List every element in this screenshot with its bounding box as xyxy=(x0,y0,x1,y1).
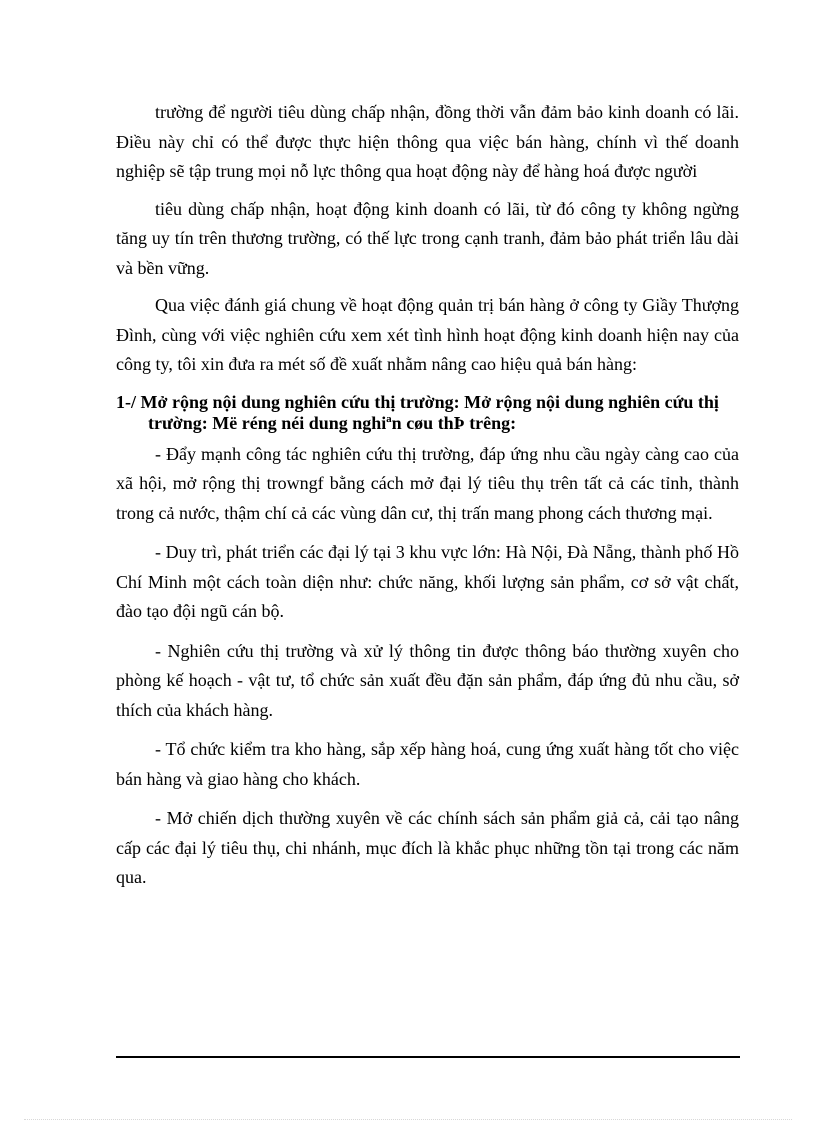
bullet-market-research: - Đẩy mạnh công tác nghiên cứu thị trường, đáp ứng nhu cầu ngày càng cao của xã hội, mở rộng thị trowngf bằng cách mở đại lý tiêu thụ trên tất cả các tỉnh, thành trong cả nước, thậm chí cả các vùng dân cư, thị trấn mang phong cách thương mại. xyxy=(116,443,739,523)
footer-divider xyxy=(116,1056,740,1058)
section-heading-market-research: 1-/ Mở rộng nội dung nghiên cứu thị trường: Mở rộng nội dung nghiên cứu thị trường: Më réng néi dung nghiªn cøu thÞ trêng: xyxy=(116,391,719,433)
paragraph-proposal-intro: Qua việc đánh giá chung về hoạt động quản trị bán hàng ở công ty Giầy Thượng Đình, cùng với việc nghiên cứu xem xét tình hình hoạt động kinh doanh hiện nay của công ty, tôi xin đưa ra mét số đề xuất nhằm nâng cao hiệu quả bán hàng: xyxy=(116,295,739,374)
bullet-campaign-policy: - Mở chiến dịch thường xuyên về các chính sách sản phẩm giả cả, cải tạo nâng cấp các đại lý tiêu thụ, chi nhánh, mục đích là khắc phục những tồn tại trong các năm qua. xyxy=(116,808,739,887)
bullet-warehouse-inspection: - Tổ chức kiểm tra kho hàng, sắp xếp hàng hoá, cung ứng xuất hàng tốt cho việc bán hàng và giao hàng cho khách. xyxy=(116,739,739,789)
bullet-information-processing: - Nghiên cứu thị trường và xử lý thông tin được thông báo thường xuyên cho phòng kế hoạch - vật tư, tổ chức sản xuất đều đặn sản phẩm, đáp ứng đủ nhu cầu, sở thích của khách hàng. xyxy=(116,640,739,720)
bullet-agency-development: - Duy trì, phát triển các đại lý tại 3 khu vực lớn: Hà Nội, Đà Nẵng, thành phố Hồ Chí Minh một cách toàn diện như: chức năng, khối lượng sản phẩm, cơ sở vật chất, đào tạo đội ngũ cán bộ. xyxy=(116,542,739,621)
document-body xyxy=(116,98,739,893)
paragraph-consumer-acceptance: tiêu dùng chấp nhận, hoạt động kinh doanh có lãi, từ đó công ty không ngừng tăng uy tín trên thương trường, có thế lực trong cạnh tranh, đảm bảo phát triển lâu dài và bền vững. xyxy=(116,198,739,278)
page-bottom-edge xyxy=(24,1119,792,1120)
paragraph-market-acceptance: trường để người tiêu dùng chấp nhận, đồng thời vẫn đảm bảo kinh doanh có lãi. Điều này chỉ có thể được thực hiện thông qua việc bán hàng, chính vì thế doanh nghiệp sẽ tập trung mọi nỗ lực thông qua hoạt động này để hàng hoá được người xyxy=(116,102,739,181)
